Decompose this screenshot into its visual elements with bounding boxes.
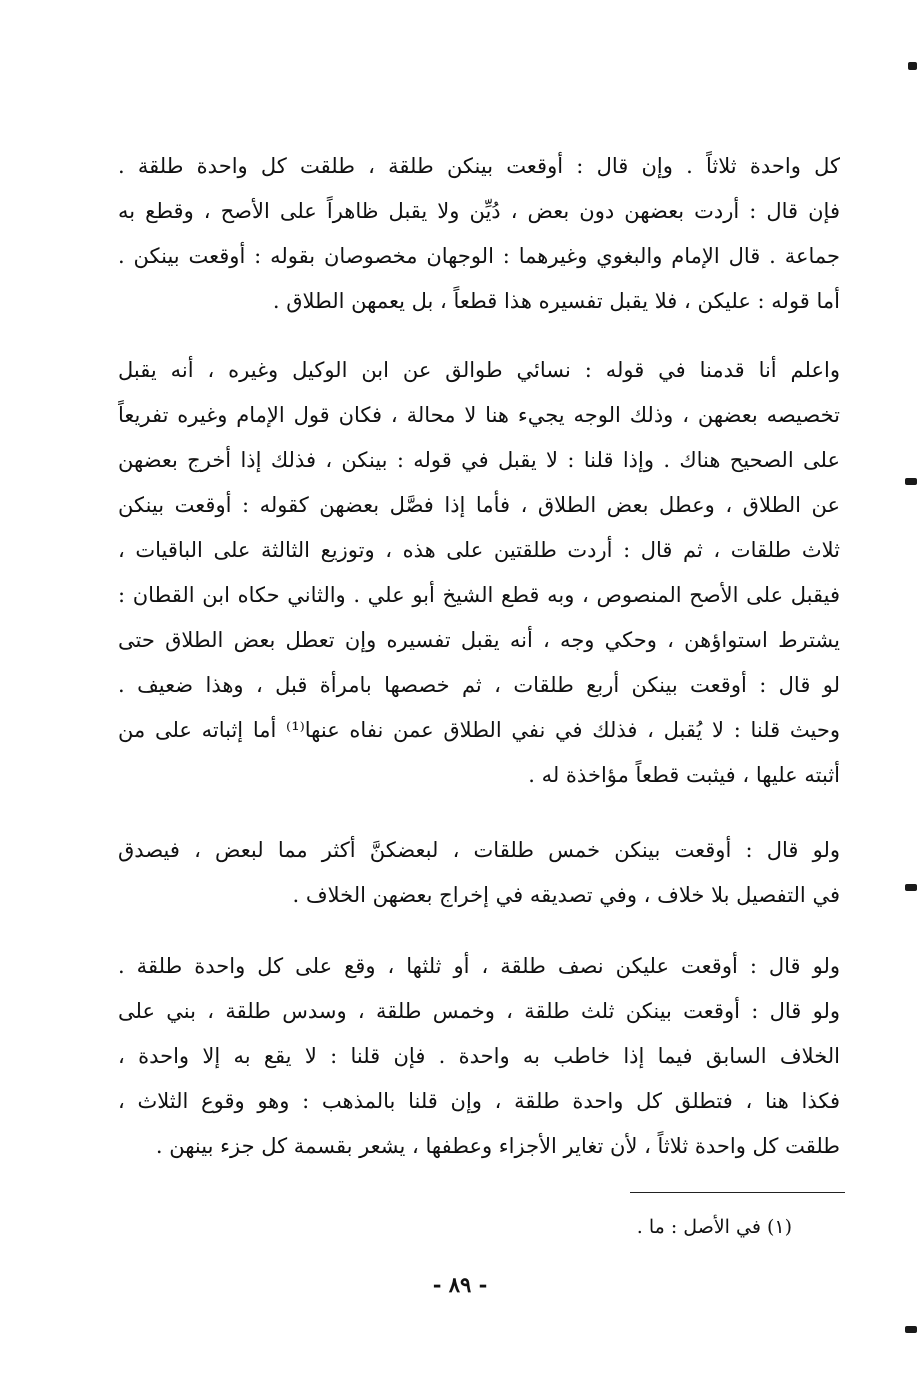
text-line: فإن قال : أردت بعضهن دون بعض ، دُيِّن ولا يقبل ظاهراً على الأصح ، وقطع به <box>118 199 840 223</box>
text-line: وحيث قلنا : لا يُقبل ، فذلك في نفي الطلاق عمن نفاه عنها⁽¹⁾ أما إثباته على من <box>118 718 840 742</box>
text-line: جماعة . قال الإمام والبغوي وغيرهما : الوجهان مخصوصان بقوله : أوقعت بينكن . <box>118 244 840 268</box>
text-line: عن الطلاق ، وعطل بعض الطلاق ، فأما إذا فصَّل بعضهن كقوله : أوقعت بينكن <box>118 493 840 517</box>
text-line: فكذا هنا ، فتطلق كل واحدة طلقة ، وإن قلنا بالمذهب : وهو وقوع الثلاث ، <box>118 1089 840 1113</box>
text-line: ولو قال : أوقعت بينكن خمس طلقات ، لبعضكنَّ أكثر مما لبعض ، فيصدق <box>118 838 840 862</box>
paragraph-1 <box>118 144 840 324</box>
scan-edge-mark <box>908 62 917 70</box>
text-line: ولو قال : أوقعت عليكن نصف طلقة ، أو ثلثها ، وقع على كل واحدة طلقة . <box>118 954 840 978</box>
scan-edge-mark <box>905 478 917 485</box>
footnote-divider <box>630 1192 845 1193</box>
paragraph-2 <box>118 348 840 798</box>
text-line: أما قوله : عليكن ، فلا يقبل تفسيره هذا قطعاً ، بل يعمهن الطلاق . <box>272 289 840 313</box>
text-line: ثلاث طلقات ، ثم قال : أردت طلقتين على هذه ، وتوزيع الثالثة على الباقيات ، <box>118 538 840 562</box>
text-line: الخلاف السابق فيما إذا خاطب به واحدة . فإن قلنا : لا يقع به إلا واحدة ، <box>118 1044 840 1068</box>
text-line: في التفصيل بلا خلاف ، وفي تصديقه في إخراج بعضهن الخلاف . <box>292 883 840 907</box>
scan-edge-mark <box>905 1326 917 1333</box>
footnote: (١) في الأصل : ما . <box>636 1216 792 1238</box>
text-line: فيقبل على الأصح المنصوص ، وبه قطع الشيخ أبو علي . والثاني حكاه ابن القطان : <box>118 583 840 607</box>
scan-edge-mark <box>905 884 917 891</box>
paragraph-3 <box>118 828 840 918</box>
text-line: يشترط استواؤهن ، وحكي وجه ، أنه يقبل تفسيره وإن تعطل بعض الطلاق حتى <box>118 628 840 652</box>
page-number: - ٨٩ - <box>432 1272 488 1297</box>
text-line: طلقت كل واحدة ثلاثاً ، لأن تغاير الأجزاء وعطفها ، يشعر بقسمة كل جزء بينهن . <box>155 1134 840 1158</box>
text-line: واعلم أنا قدمنا في قوله : نسائي طوالق عن ابن الوكيل وغيره ، أنه يقبل <box>118 358 840 382</box>
text-line: على الصحيح هناك . وإذا قلنا : لا يقبل في قوله : بينكن ، فذلك إذا أخرج بعضهن <box>118 448 840 472</box>
text-line: أثبته عليها ، فيثبت قطعاً مؤاخذة له . <box>528 763 840 787</box>
text-line: ولو قال : أوقعت بينكن ثلث طلقة ، وخمس طلقة ، وسدس طلقة ، بني على <box>118 999 840 1023</box>
text-line: لو قال : أوقعت بينكن أربع طلقات ، ثم خصصها بامرأة قبل ، وهذا ضعيف . <box>118 673 840 697</box>
text-line: تخصيصه بعضهن ، وذلك الوجه يجيء هنا لا محالة ، فكان قول الإمام وغيره تفريعاً <box>118 403 840 427</box>
paragraph-4 <box>118 944 840 1169</box>
text-line: كل واحدة ثلاثاً . وإن قال : أوقعت بينكن طلقة ، طلقت كل واحدة طلقة . <box>118 154 840 178</box>
